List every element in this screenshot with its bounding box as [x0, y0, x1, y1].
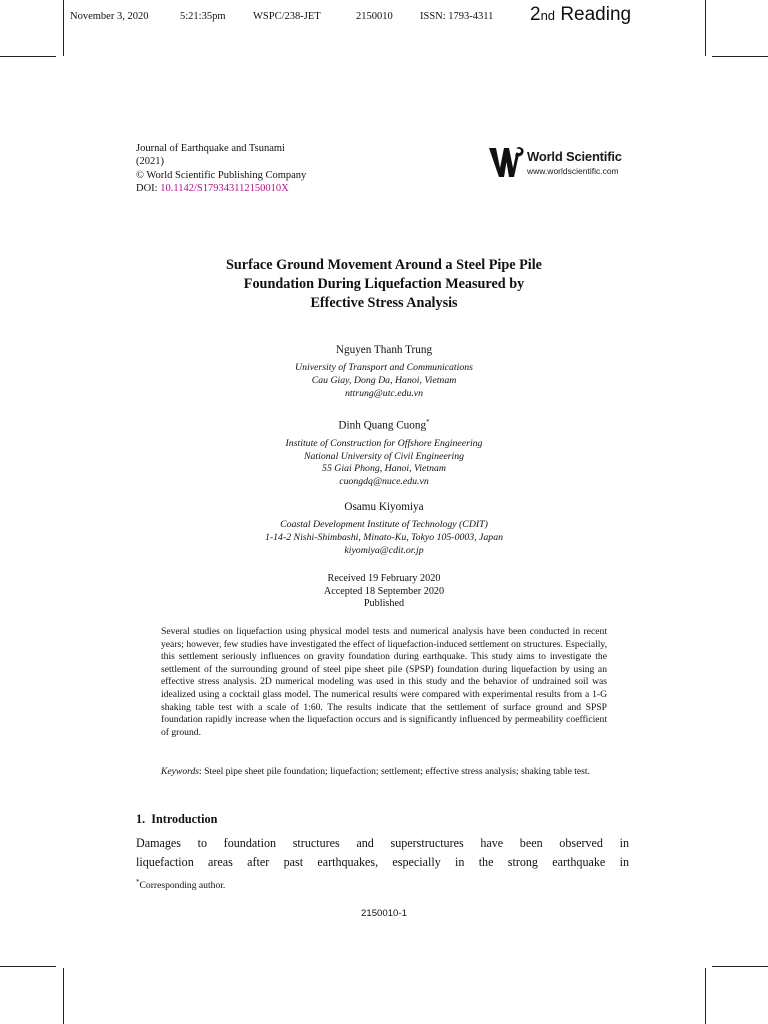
footnote-text: Corresponding author. [139, 880, 226, 892]
title-line: Foundation During Liquefaction Measured by [243, 276, 525, 292]
affiliation-line: Cau Giay, Dong Da, Hanoi, Vietnam [311, 374, 457, 386]
body-line: liquefaction areas after past earthquakes, especially in the strong earthquake in [136, 855, 629, 869]
crop-mark-top-left-horizontal [0, 56, 56, 57]
author-name [100, 415, 668, 433]
crop-mark-top-right-horizontal [712, 56, 768, 57]
intro-paragraph [136, 834, 629, 872]
section-number: 1. [136, 812, 146, 826]
header-time: 5:21:35pm [180, 11, 226, 22]
author-block-1 [100, 343, 668, 400]
crop-mark-bottom-right-vertical [705, 968, 706, 1024]
journal-doi [136, 182, 306, 195]
author-email: nttrung@utc.edu.vn [344, 387, 424, 399]
section-heading [136, 812, 217, 827]
publication-dates [100, 573, 668, 611]
author-block-3 [100, 500, 668, 557]
crop-mark-bottom-left-horizontal [0, 966, 56, 967]
title-line: Surface Ground Movement Around a Steel Pipe Pile [226, 257, 542, 273]
crop-mark-top-right-vertical [705, 0, 706, 56]
doi-link[interactable]: 10.1142/S179343112150010X [160, 182, 289, 194]
header-series: WSPC/238-JET [253, 11, 321, 22]
page-number: 2150010-1 [361, 908, 407, 919]
keywords-label: Keywords [161, 766, 200, 777]
logo-url: www.worldscientific.com [527, 166, 619, 176]
logo-name: World Scientific [527, 149, 622, 164]
abstract: Several studies on liquefaction using physical model tests and numerical analysis have been conducted in recent years; however, few studies have investigated the effect of liquefaction-induced settlement on structures. Especially, this settlement seriously influences on gravity foundation during earthquake. This study aims to investigate the settlement of the surrounding ground of steel pipe sheet pile (SPSP) foundation during liquefaction by using an effective stress analysis. 2D numerical modeling was used in this study and the behavior of undrained soil was idealized using a cocktail glass model. The numerical results were compared with experimental results from a 1-G shaking table test with a scale of 1:60. The results indicate that the settlement of surface ground and SPSP foundation rapidly increase when the liquefaction occurs and is significantly influenced by permeability coefficient of ground. [161, 626, 607, 738]
author-name-text: Dinh Quang Cuong [338, 419, 427, 432]
reading-number: 2 [530, 4, 541, 25]
received-date: Received 19 February 2020 [327, 573, 441, 584]
author-name: Osamu Kiyomiya [344, 501, 424, 513]
affiliation-line: Coastal Development Institute of Technology (CDIT) [280, 519, 488, 530]
affiliation-line: National University of Civil Engineering [304, 450, 464, 462]
author-email: kiyomiya@cdit.or.jp [344, 544, 424, 556]
header-date: November 3, 2020 [70, 11, 149, 22]
section-title: Introduction [151, 812, 218, 826]
author-email: cuongdq@nuce.edu.vn [339, 476, 429, 488]
publisher-name: World Scientific Publishing Company [146, 169, 307, 181]
affiliation-line: 1-14-2 Nishi-Shimbashi, Minato-Ku, Tokyo 105-0003, Japan [264, 531, 504, 543]
footnote [136, 878, 225, 891]
journal-name: Journal of Earthquake and Tsunami [136, 143, 285, 154]
affiliation [100, 438, 668, 489]
body-line: Damages to foundation structures and superstructures have been observed in [136, 836, 629, 850]
crop-mark-bottom-right-horizontal [712, 966, 768, 967]
corresponding-marker: * [426, 418, 430, 426]
header-issn: ISSN: 1793-4311 [420, 11, 494, 22]
journal-info [136, 142, 306, 195]
reading-suffix: nd [540, 8, 556, 23]
reading-word: Reading [560, 4, 632, 25]
reading-stage-label [530, 4, 631, 26]
journal-copyright [136, 169, 306, 182]
keywords [161, 766, 607, 779]
doi-label: DOI: [136, 182, 158, 194]
published-date: Published [363, 598, 405, 610]
keywords-text: : Steel pipe sheet pile foundation; liquefaction; settlement; effective stress analysis; shaking table test. [199, 766, 590, 777]
footnote-marker: * [136, 878, 140, 886]
affiliation-line: Institute of Construction for Offshore Engineering [285, 437, 483, 449]
copyright-icon: © [136, 169, 144, 181]
crop-mark-bottom-left-vertical [63, 968, 64, 1024]
author-name: Nguyen Thanh Trung [335, 344, 433, 356]
affiliation-line: 55 Giai Phong, Hanoi, Vietnam [322, 463, 446, 475]
accepted-date: Accepted 18 September 2020 [323, 585, 445, 597]
world-scientific-logo [489, 146, 629, 180]
title-line: Effective Stress Analysis [310, 295, 458, 311]
affiliation [100, 362, 668, 400]
author-block-2 [100, 415, 668, 489]
affiliation [100, 519, 668, 557]
affiliation-line: University of Transport and Communications [295, 362, 473, 373]
world-scientific-logo-icon [489, 146, 525, 178]
header-article-id: 2150010 [356, 11, 393, 22]
article-title [100, 256, 668, 313]
crop-mark-top-left-vertical [63, 0, 64, 56]
journal-year: (2021) [136, 156, 164, 168]
